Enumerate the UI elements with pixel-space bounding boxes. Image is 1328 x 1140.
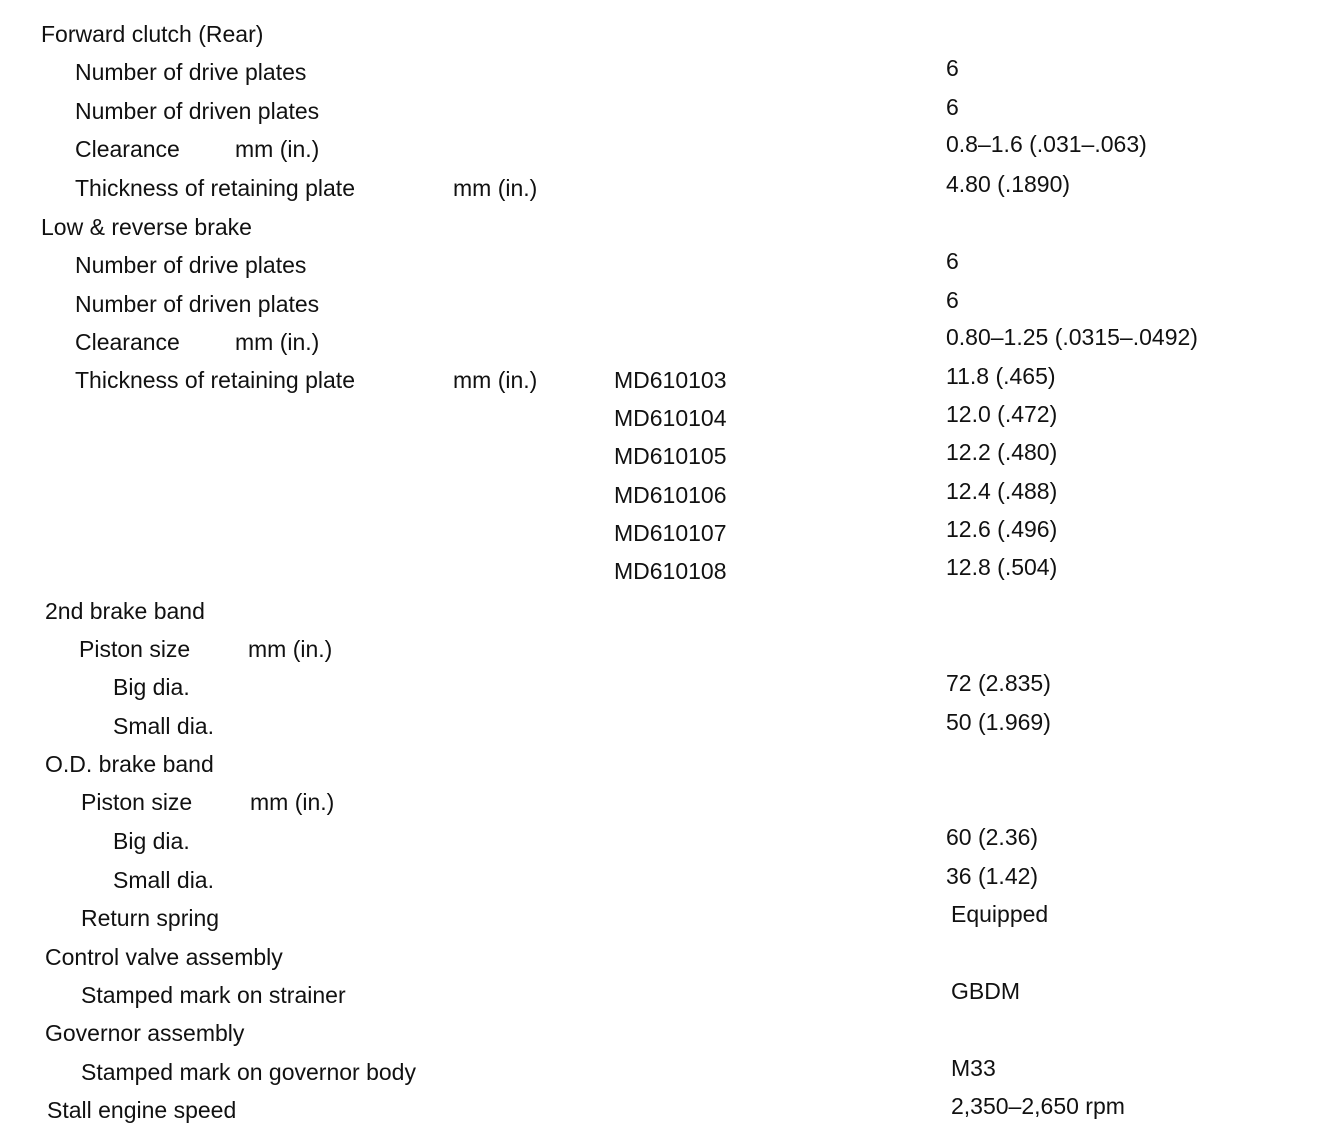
odb-piston-size-unit: mm (in.) xyxy=(250,789,335,815)
second-brake-band-heading: 2nd brake band xyxy=(45,598,205,624)
lrb-plate-thickness: 12.8 (.504) xyxy=(946,554,1058,580)
sbb-small-dia-value: 50 (1.969) xyxy=(946,709,1051,735)
lrb-part-number: MD610108 xyxy=(614,558,727,584)
lrb-plate-thickness: 12.2 (.480) xyxy=(946,439,1058,465)
governor-heading: Governor assembly xyxy=(45,1020,245,1046)
fc-drive-plates-value: 6 xyxy=(946,55,959,81)
lrb-drive-plates-value: 6 xyxy=(946,248,959,274)
forward-clutch-heading: Forward clutch (Rear) xyxy=(41,21,264,47)
lrb-clearance-label: Clearance xyxy=(75,329,180,355)
sbb-big-dia-label: Big dia. xyxy=(113,674,190,700)
fc-clearance-unit: mm (in.) xyxy=(235,136,320,162)
sbb-big-dia-value: 72 (2.835) xyxy=(946,670,1051,696)
odb-piston-size-label: Piston size xyxy=(81,789,193,815)
fc-retaining-plate-value: 4.80 (.1890) xyxy=(946,171,1071,197)
fc-clearance-value: 0.8–1.6 (.031–.063) xyxy=(946,131,1147,157)
odb-small-dia-value: 36 (1.42) xyxy=(946,863,1039,889)
odb-big-dia-label: Big dia. xyxy=(113,828,190,854)
odb-big-dia-value: 60 (2.36) xyxy=(946,824,1039,850)
odb-return-spring-value: Equipped xyxy=(951,901,1049,927)
lrb-part-number: MD610107 xyxy=(614,520,727,546)
odb-return-spring-label: Return spring xyxy=(81,905,220,931)
control-valve-heading: Control valve assembly xyxy=(45,944,283,970)
lrb-retaining-plate-unit: mm (in.) xyxy=(453,367,538,393)
fc-driven-plates-value: 6 xyxy=(946,94,959,120)
lrb-part-number: MD610103 xyxy=(614,367,727,393)
low-reverse-brake-heading: Low & reverse brake xyxy=(41,214,252,240)
lrb-part-number: MD610105 xyxy=(614,443,727,469)
stall-speed-value: 2,350–2,650 rpm xyxy=(951,1093,1125,1119)
sbb-small-dia-label: Small dia. xyxy=(113,713,214,739)
cv-strainer-value: GBDM xyxy=(951,978,1020,1004)
lrb-clearance-unit: mm (in.) xyxy=(235,329,320,355)
sbb-piston-size-label: Piston size xyxy=(79,636,191,662)
lrb-plate-thickness: 12.6 (.496) xyxy=(946,516,1058,542)
sbb-piston-size-unit: mm (in.) xyxy=(248,636,333,662)
lrb-plate-thickness: 11.8 (.465) xyxy=(946,363,1056,389)
gov-body-value: M33 xyxy=(951,1055,996,1081)
lrb-clearance-value: 0.80–1.25 (.0315–.0492) xyxy=(946,324,1198,350)
lrb-part-number: MD610104 xyxy=(614,405,727,431)
odb-small-dia-label: Small dia. xyxy=(113,867,214,893)
lrb-plate-thickness: 12.0 (.472) xyxy=(946,401,1058,427)
fc-drive-plates-label: Number of drive plates xyxy=(75,59,307,85)
lrb-part-number: MD610106 xyxy=(614,482,727,508)
fc-clearance-label: Clearance xyxy=(75,136,180,162)
lrb-driven-plates-value: 6 xyxy=(946,287,959,313)
cv-strainer-label: Stamped mark on strainer xyxy=(81,982,346,1008)
stall-speed-label: Stall engine speed xyxy=(47,1097,237,1123)
lrb-driven-plates-label: Number of driven plates xyxy=(75,291,320,317)
od-brake-band-heading: O.D. brake band xyxy=(45,751,214,777)
lrb-retaining-plate-label: Thickness of retaining plate xyxy=(75,367,355,393)
gov-body-label: Stamped mark on governor body xyxy=(81,1059,416,1085)
lrb-drive-plates-label: Number of drive plates xyxy=(75,252,307,278)
fc-retaining-plate-unit: mm (in.) xyxy=(453,175,538,201)
fc-retaining-plate-label: Thickness of retaining plate xyxy=(75,175,355,201)
lrb-plate-thickness: 12.4 (.488) xyxy=(946,478,1058,504)
fc-driven-plates-label: Number of driven plates xyxy=(75,98,320,124)
